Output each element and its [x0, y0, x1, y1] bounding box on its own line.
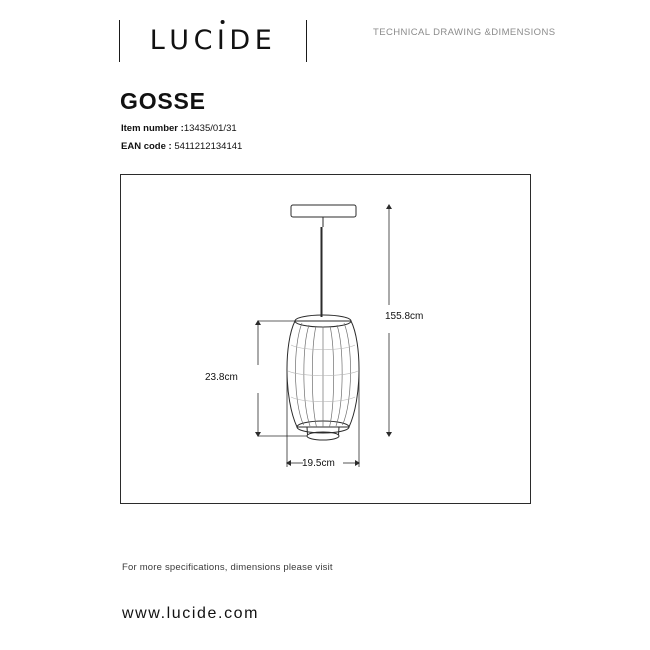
- ean-code-value: 5411212134141: [174, 141, 243, 152]
- brand-logo-dot: [221, 20, 225, 24]
- item-number-value: 13435/01/31: [183, 123, 237, 134]
- ean-code-label: EAN code :: [121, 141, 175, 152]
- website-link[interactable]: www.lucide.com: [122, 605, 260, 622]
- item-number-label: Item number :: [121, 123, 184, 134]
- technical-drawing-note: TECHNICAL DRAWING &DIMENSIONS: [373, 27, 556, 38]
- shade-ribs: [295, 323, 350, 427]
- product-meta: [121, 120, 242, 156]
- dimension-label-shade-width: 19.5cm: [302, 458, 335, 469]
- page-title: GOSSE: [120, 88, 206, 114]
- brand-logo: [119, 20, 307, 62]
- dimension-shade-height: [255, 320, 321, 437]
- ean-code-line: [121, 138, 242, 156]
- pendant-lamp-drawing: [121, 175, 532, 505]
- footer-note: For more specifications, dimensions please visit: [122, 562, 333, 573]
- brand-name: L U C I D E: [150, 27, 277, 56]
- ceiling-canopy-icon: [291, 205, 356, 217]
- item-number-line: [121, 120, 242, 138]
- dimension-label-total-height: 155.8cm: [385, 311, 424, 322]
- dimension-label-shade-height: 23.8cm: [205, 372, 238, 383]
- technical-drawing-frame: [120, 174, 531, 504]
